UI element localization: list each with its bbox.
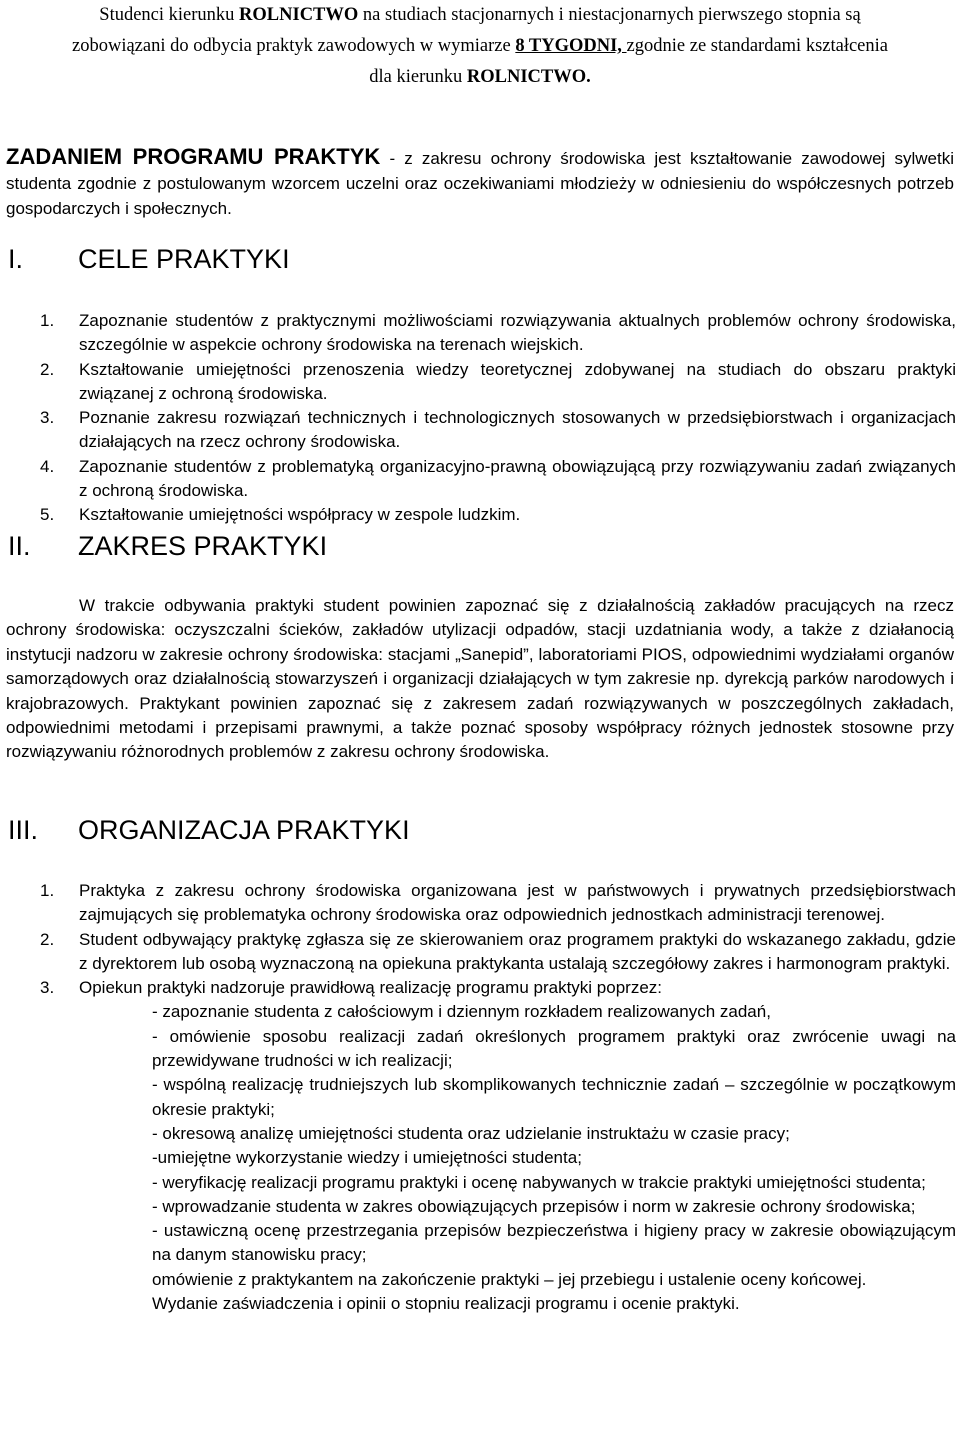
duty-item: - zapoznanie studenta z całościowym i dziennym rozkładem realizowanych zadań, [152, 1002, 771, 1022]
section-3-title: ORGANIZACJA PRAKTYKI [78, 815, 410, 845]
duty-item: - wspólną realizację trudniejszych lub skomplikowanych technicznie zadań – szczególnie w początkowym okresie praktyki; [152, 1075, 956, 1119]
list-item: 1. Zapoznanie studentów z praktycznymi możliwościami rozwiązywania aktualnych problemów ochrony środowiska, szczególnie w aspekcie ochrony środowiska na terenach wiejskich. [40, 311, 956, 355]
intro-line-3: dla kierunku ROLNICTWO. [369, 67, 591, 87]
list-item: 1. Praktyka z zakresu ochrony środowiska organizowana jest w państwowych i prywatnych przedsiębiorstwach zajmujących się problematyka ochrony środowiska oraz odpowiednich jednostkach administracji terenowej. [40, 881, 956, 925]
supervisor-duties [79, 1000, 956, 1316]
duty-item: - omówienie sposobu realizacji zadań określonych programem praktyki oraz zwrócenie uwagi na przewidywane trudności w ich realizacji; [152, 1026, 956, 1071]
list-item: 5. Kształtowanie umiejętności współpracy w zespole ludzkim. [40, 505, 521, 525]
intro-line-1: Studenci kierunku ROLNICTWO na studiach stacjonarnych i niestacjonarnych pierwszego stopnia są [99, 5, 861, 25]
program-name: ROLNICTWO [239, 5, 359, 25]
intro [0, 0, 960, 93]
list-item: 3. Poznanie zakresu rozwiązań technicznych i technologicznych stosowanych w przedsiębiorstwach i organizacjach działających na rzecz ochrony środowiska. [40, 408, 956, 452]
duration: 8 TYGODNI, [515, 36, 627, 56]
intro-line-2: zobowiązani do odbycia praktyk zawodowych w wymiarze 8 TYGODNI, zgodnie ze standardami kształcenia [72, 36, 888, 56]
section-2-title: ZAKRES PRAKTYKI [78, 531, 328, 561]
section-3-heading: III. ORGANIZACJA PRAKTYKI [8, 815, 410, 845]
program-purpose: ZADANIEM PROGRAMU PRAKTYK - z zakresu ochrony środowiska jest kształtowanie zawodowej sylwetki studenta zgodnie z postulowanym wzorcem uczelni oraz oczekiwaniami młodzieży w odniesieniu do współczesnych potrzeb gospodarczych i społecznych. [6, 144, 954, 218]
section-1-heading: I. CELE PRAKTYKI [8, 244, 290, 274]
section-1-title: CELE PRAKTYKI [78, 244, 290, 274]
scope-paragraph: W trakcie odbywania praktyki student powinien zapoznać się z działalnością zakładów pracujących na rzecz ochrony środowiska: oczyszczalni ścieków, zakładów utylizacji odpadów, stacji uzdatniania wody, a także z działanocią instytucji nadzoru w zakresie ochrony środowiska: stacjami „Sanepid”, laboratoriami PIOS, odpowiednimi wydziałami organów samorządowych oraz działalnością stowarzyszeń i organizacji działających w tym zakresie np. dyrekcją parków narodowych i krajobrazowych. Praktykant powinien zapoznać się z zakresem zadań rozwiązywanych w poszczególnych zakładach, odpowiednimi metodami i przepisami prawnymi, a także poznać sposoby współpracy różnych jednostek stosowne przy rozwiązywaniu różnorodnych problemów z zakresu ochrony środowiska. [6, 596, 954, 762]
organization-list [6, 879, 956, 1316]
duty-item: -umiejętne wykorzystanie wiedzy i umiejętności studenta; [152, 1148, 582, 1168]
duty-item: - weryfikację realizacji programu praktyki i ocenę nabywanych w trakcie praktyki umiejętności studenta; [152, 1172, 926, 1192]
list-item: 3. Opiekun praktyki nadzoruje prawidłową realizację programu praktyki poprzez: - zapoznanie studenta z całościowym i dziennym rozkładem realizowanych zadań, - omówienie sposobu realizacji zadań określonych programem praktyki oraz zwrócenie uwagi na przewidywane trudności w ich realizacji; - wspólną realizację trudniejszych lub skomplikowanych technicznie zadań – szczególnie w początkowym okresie praktyki; - okresową analizę umiejętności studenta oraz udzielanie instruktażu w czasie pracy; -umiejętne wykorzystanie wiedzy i umiejętności studenta; - weryfikację realizacji programu praktyki i ocenę nabywanych w trakcie praktyki umiejętności studenta; - wprowadzanie studenta w zakres obowiązujących przepisów i norm w zakresie ochrony środowiska; - ustawiczną ocenę przestrzegania przepisów bezpieczeństwa i higieny pracy w zakresie obowiązującym na danym stanowisku pracy; omówienie z praktykantem na zakończenie praktyki – jej przebiegu i ustalenie oceny końcowej. Wydanie zaświadczenia i opinii o stopniu realizacji programu i ocenie praktyki. [6, 976, 956, 1316]
list-item: 4. Zapoznanie studentów z problematyką organizacyjno-prawną obowiązującą przy rozwiązywaniu zadań związanych z ochroną środowiska. [40, 456, 956, 501]
list-item: 2. Student odbywający praktykę zgłasza się ze skierowaniem oraz programem praktyki do wskazanego zakładu, gdzie z dyrektorem lub osobą wyznaczoną na opiekuna praktykanta ustalają szczegółowy zakres i harmonogram praktyki. [40, 929, 956, 973]
section-2-heading: II. ZAKRES PRAKTYKI [8, 531, 328, 561]
goals-list [6, 309, 956, 528]
duty-item: - okresową analizę umiejętności studenta oraz udzielanie instruktażu w czasie pracy; [152, 1123, 790, 1143]
list-item: 2. Kształtowanie umiejętności przenoszenia wiedzy teoretycznej zdobywanej na studiach do obszaru praktyki związanej z ochroną środowiska. [40, 359, 956, 403]
duty-item: - wprowadzanie studenta w zakres obowiązujących przepisów i norm w zakresie ochrony środowiska; [152, 1196, 916, 1216]
purpose-lead: ZADANIEM PROGRAMU PRAKTYK [6, 144, 381, 169]
duty-item: Wydanie zaświadczenia i opinii o stopniu realizacji programu i ocenie praktyki. [152, 1294, 740, 1314]
duty-item: - ustawiczną ocenę przestrzegania przepisów bezpieczeństwa i higieny pracy w zakresie obowiązującym na danym stanowisku pracy; [152, 1221, 956, 1265]
duty-item: omówienie z praktykantem na zakończenie praktyki – jej przebiegu i ustalenie oceny końcowej. [152, 1269, 867, 1289]
